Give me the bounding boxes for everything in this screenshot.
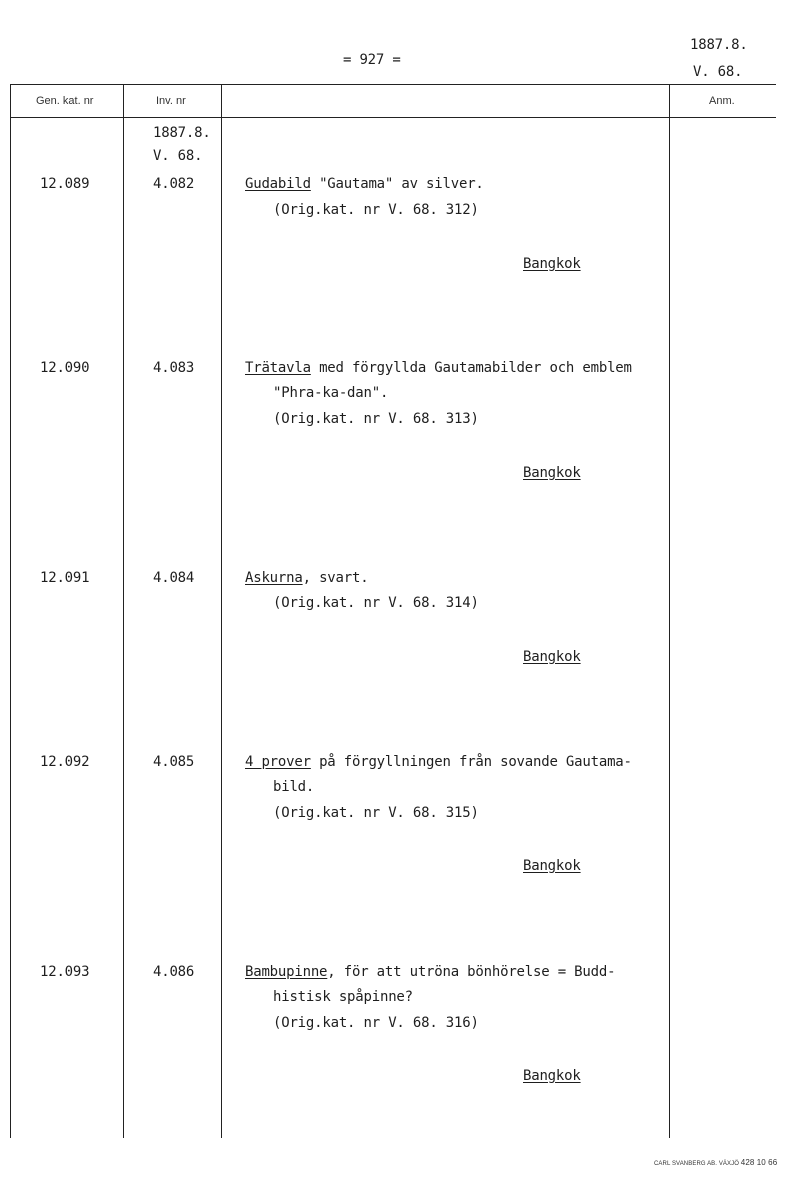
printer-imprint xyxy=(654,1158,777,1167)
entry-place: Bangkok xyxy=(523,256,581,272)
entry-description-text: , svart. xyxy=(302,570,369,586)
entry-title: Bambupinne xyxy=(245,964,328,980)
gen-kat-nr: 12.092 xyxy=(40,754,90,770)
original-catalog-reference: (Orig.kat. nr V. 68. 316) xyxy=(273,1015,479,1031)
entry-description-continued: bild. xyxy=(273,779,315,795)
entry-place: Bangkok xyxy=(523,858,581,874)
column-divider-desc-anm xyxy=(669,84,670,1138)
entry-description xyxy=(245,570,368,586)
column-header-gen-kat-nr: Gen. kat. nr xyxy=(36,95,94,107)
table-top-rule xyxy=(10,84,776,85)
entry-title: 4 prover xyxy=(245,754,311,770)
inv-nr: 4.084 xyxy=(153,570,195,586)
inv-nr: 4.085 xyxy=(153,754,195,770)
column-header-inv-nr: Inv. nr xyxy=(156,95,186,107)
column-divider-inv-desc xyxy=(221,84,222,1138)
gen-kat-nr: 12.090 xyxy=(40,360,90,376)
inv-nr: 4.086 xyxy=(153,964,195,980)
inventory-reference-line2: V. 68. xyxy=(153,148,203,164)
entry-description-text: "Gautama" av silver. xyxy=(310,176,484,192)
column-header-anm: Anm. xyxy=(709,95,735,107)
entry-place: Bangkok xyxy=(523,1068,581,1084)
entry-description-continued: histisk spåpinne? xyxy=(273,989,413,1005)
header-reference-line2: V. 68. xyxy=(693,64,743,80)
entry-title: Gudabild xyxy=(245,176,311,192)
entry-description xyxy=(245,964,615,980)
entry-description xyxy=(245,360,632,376)
form-code: 428 10 66 xyxy=(740,1158,778,1167)
entry-description xyxy=(245,754,632,770)
original-catalog-reference: (Orig.kat. nr V. 68. 313) xyxy=(273,411,479,427)
gen-kat-nr: 12.093 xyxy=(40,964,90,980)
table-header-rule xyxy=(10,117,776,118)
entry-place: Bangkok xyxy=(523,649,581,665)
gen-kat-nr: 12.089 xyxy=(40,176,90,192)
gen-kat-nr: 12.091 xyxy=(40,570,90,586)
entry-title: Askurna xyxy=(245,570,303,586)
page-number: = 927 = xyxy=(343,52,401,68)
column-divider-gen-inv xyxy=(123,84,124,1138)
entry-description-continued: "Phra-ka-dan". xyxy=(273,385,389,401)
inv-nr: 4.082 xyxy=(153,176,195,192)
entry-description-text: på förgyllningen från sovande Gautama- xyxy=(310,754,632,770)
entry-place: Bangkok xyxy=(523,465,581,481)
entry-description xyxy=(245,176,484,192)
entry-description-text: med förgyllda Gautamabilder och emblem xyxy=(310,360,632,376)
printer-name: CARL SVANBERG AB. VÄXJÖ xyxy=(654,1161,739,1167)
inventory-reference-line1: 1887.8. xyxy=(153,125,211,141)
header-reference-line1: 1887.8. xyxy=(690,37,748,53)
original-catalog-reference: (Orig.kat. nr V. 68. 314) xyxy=(273,595,479,611)
original-catalog-reference: (Orig.kat. nr V. 68. 312) xyxy=(273,202,479,218)
original-catalog-reference: (Orig.kat. nr V. 68. 315) xyxy=(273,805,479,821)
entry-title: Trätavla xyxy=(245,360,311,376)
entry-description-text: , för att utröna bönhörelse = Budd- xyxy=(327,964,616,980)
table-left-border xyxy=(10,84,11,1138)
inv-nr: 4.083 xyxy=(153,360,195,376)
